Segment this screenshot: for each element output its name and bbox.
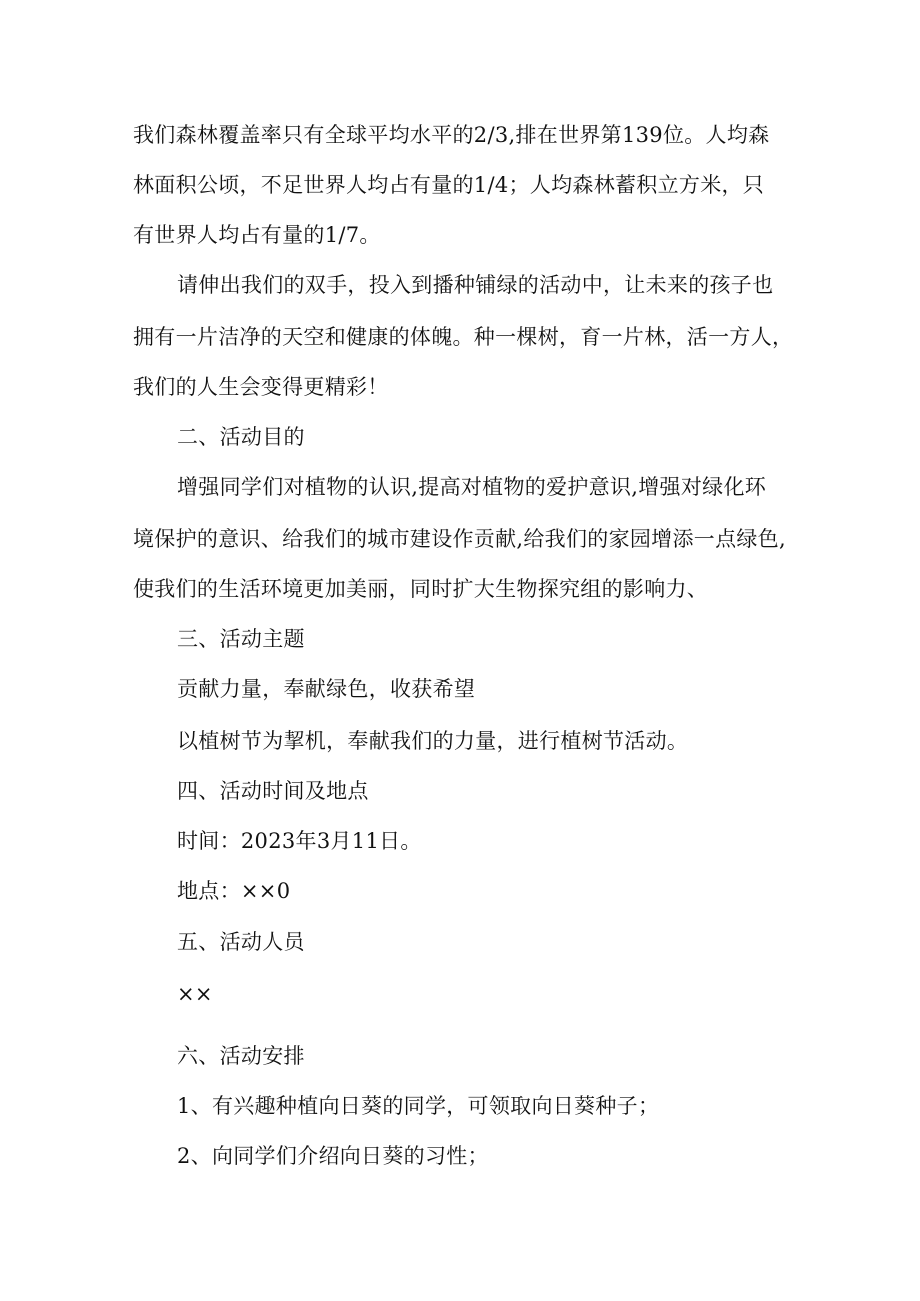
section-heading: 三、活动主题 [177, 627, 305, 651]
section-heading: 四、活动时间及地点 [177, 779, 369, 803]
paragraph-line: 时间：2023年3月11日。 [177, 829, 422, 853]
section-heading: 五、活动人员 [177, 930, 305, 954]
paragraph-line: 贡献力量，奉献绿色，收获希望 [177, 677, 476, 701]
paragraph-line: 地点：××0 [177, 879, 291, 903]
paragraph-line: 我们的人生会变得更精彩！ [133, 375, 389, 399]
paragraph-line: 增强同学们对植物的认识,提高对植物的爱护意识,增强对绿化环 [177, 475, 767, 499]
paragraph-line: ×× [177, 982, 213, 1006]
paragraph-line: 我们森林覆盖率只有全球平均水平的2/3,排在世界第139位。人均森 [133, 123, 770, 147]
paragraph-line: 林面积公顷，不足世界人均占有量的1/4；人均森林蓄积立方米，只 [133, 173, 765, 197]
paragraph-line: 使我们的生活环境更加美丽，同时扩大生物探究组的影响力、 [133, 577, 709, 601]
section-heading: 六、活动安排 [177, 1044, 305, 1068]
paragraph-line: 境保护的意识、给我们的城市建设作贡献,给我们的家园增添一点绿色, [133, 527, 786, 551]
list-item: 2、向同学们介绍向日葵的习性； [177, 1144, 489, 1168]
paragraph-line: 有世界人均占有量的1/7。 [133, 223, 381, 247]
paragraph-line: 拥有一片洁净的天空和健康的体魄。种一棵树，育一片林，活一方人， [133, 325, 794, 349]
paragraph-line: 以植树节为挈机，奉献我们的力量，进行植树节活动。 [177, 729, 689, 753]
list-item: 1、有兴趣种植向日葵的同学，可领取向日葵种子； [177, 1094, 660, 1118]
section-heading: 二、活动目的 [177, 425, 305, 449]
paragraph-line: 请伸出我们的双手，投入到播种铺绿的活动中，让未来的孩子也 [177, 273, 774, 297]
